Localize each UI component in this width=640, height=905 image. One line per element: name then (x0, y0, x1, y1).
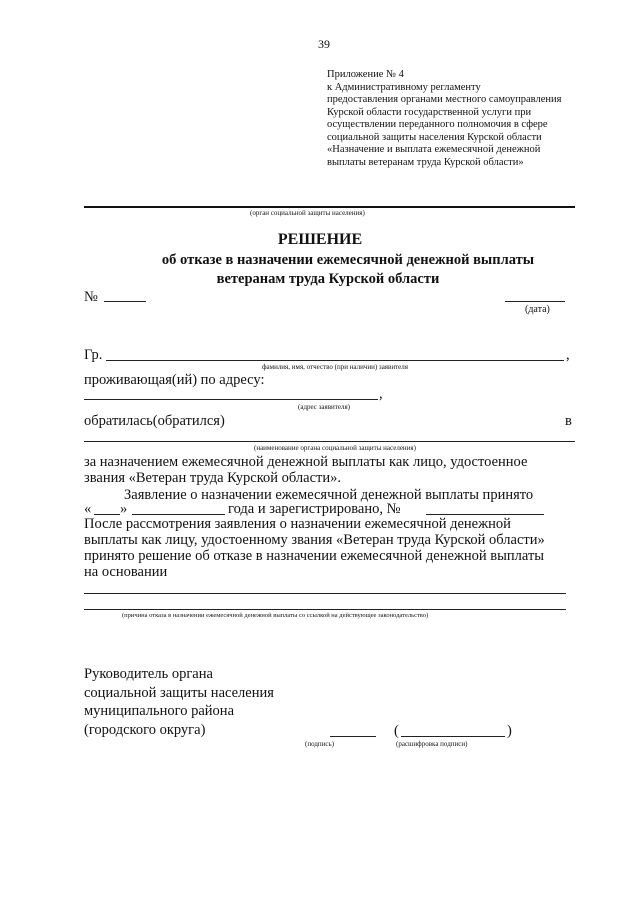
applied-label: обратилась(обратился) (84, 413, 225, 429)
reason-underline-2 (84, 609, 566, 610)
address-caption: (адрес заявителя) (298, 403, 350, 411)
number-underline (104, 301, 146, 302)
annex-line: социальной защиты населения Курской области (327, 131, 542, 143)
annex-line: осуществлении переданного полномочия в сфере (327, 119, 548, 130)
reason-caption: (причина отказа в назначении ежемесячной денежной выплаты со ссылкой на действующее законодательство) (122, 612, 429, 619)
citizen-comma: , (566, 347, 570, 363)
paragraph-line: После рассмотрения заявления о назначении ежемесячной денежной (84, 516, 511, 532)
paragraph-line: выплаты как лицу, удостоенному звания «Ветеран труда Курской области» (84, 532, 545, 548)
decode-paren-open: ( (394, 723, 399, 739)
date-caption: (дата) (525, 304, 550, 315)
paragraph-line: Заявление о назначении ежемесячной денежной выплаты принято (124, 487, 534, 503)
annex-block (327, 69, 561, 169)
citizen-prefix: Гр. (84, 347, 103, 363)
residence-label: проживающая(ий) по адресу: (84, 372, 265, 388)
signature-caption: (подпись) (305, 740, 335, 748)
organ-name-caption: (наименование органа социальной защиты населения) (254, 444, 416, 452)
quote-close: » (120, 501, 128, 517)
annex-line: предоставления органами местного самоуправления (327, 94, 562, 105)
signatory-line: Руководитель органа (84, 666, 213, 682)
signatory-line: социальной защиты населения (84, 684, 274, 701)
citizen-name-underline (106, 360, 564, 361)
organ-name-underline (84, 441, 575, 442)
reason-underline-1 (84, 593, 566, 594)
decode-paren-close: ) (507, 723, 512, 739)
annex-line: выплаты ветеранам труда Курской области» (327, 156, 524, 168)
quote-open: « (84, 501, 92, 517)
citizen-name-caption: фамилия, имя, отчество (при наличии) заявителя (262, 363, 408, 371)
paragraph-line: принято решение об отказе в назначении ежемесячной денежной выплаты (84, 548, 545, 564)
annex-line: Курской области государственной услуги при (327, 106, 532, 118)
organ-underline (84, 206, 575, 208)
annex-line: Приложение № 4 (327, 69, 404, 80)
title-line-1: об отказе в назначении ежемесячной денежной выплаты (161, 252, 535, 268)
paragraph-line: за назначением ежемесячной денежной выплаты как лицо, удостоенное (84, 454, 528, 470)
applied-in: в (565, 413, 572, 429)
signature-underline (330, 736, 376, 737)
signatory-line: муниципального района (84, 703, 234, 719)
address-underline (84, 399, 378, 400)
annex-line: к Административному регламенту (327, 81, 481, 93)
organ-caption: (орган социальной защиты населения) (250, 209, 365, 217)
signature-decode-underline (401, 736, 505, 737)
annex-line: «Назначение и выплата ежемесячной денежной (327, 144, 541, 155)
paragraph-line: звания «Ветеран труда Курской области». (84, 470, 341, 486)
page-number: 39 (318, 37, 330, 51)
date-underline (505, 301, 565, 302)
decode-caption: (расшифровка подписи) (396, 740, 468, 748)
signatory-line: (городского округа) (84, 721, 206, 738)
paragraph-line: на основании (84, 564, 168, 580)
registered-text: года и зарегистрировано, № (228, 501, 401, 517)
address-comma: , (379, 386, 383, 402)
number-label: № (84, 289, 98, 305)
signatory-block (84, 665, 274, 739)
title-line-2: ветеранам труда Курской области (216, 271, 440, 287)
document-title: РЕШЕНИЕ (277, 231, 363, 248)
